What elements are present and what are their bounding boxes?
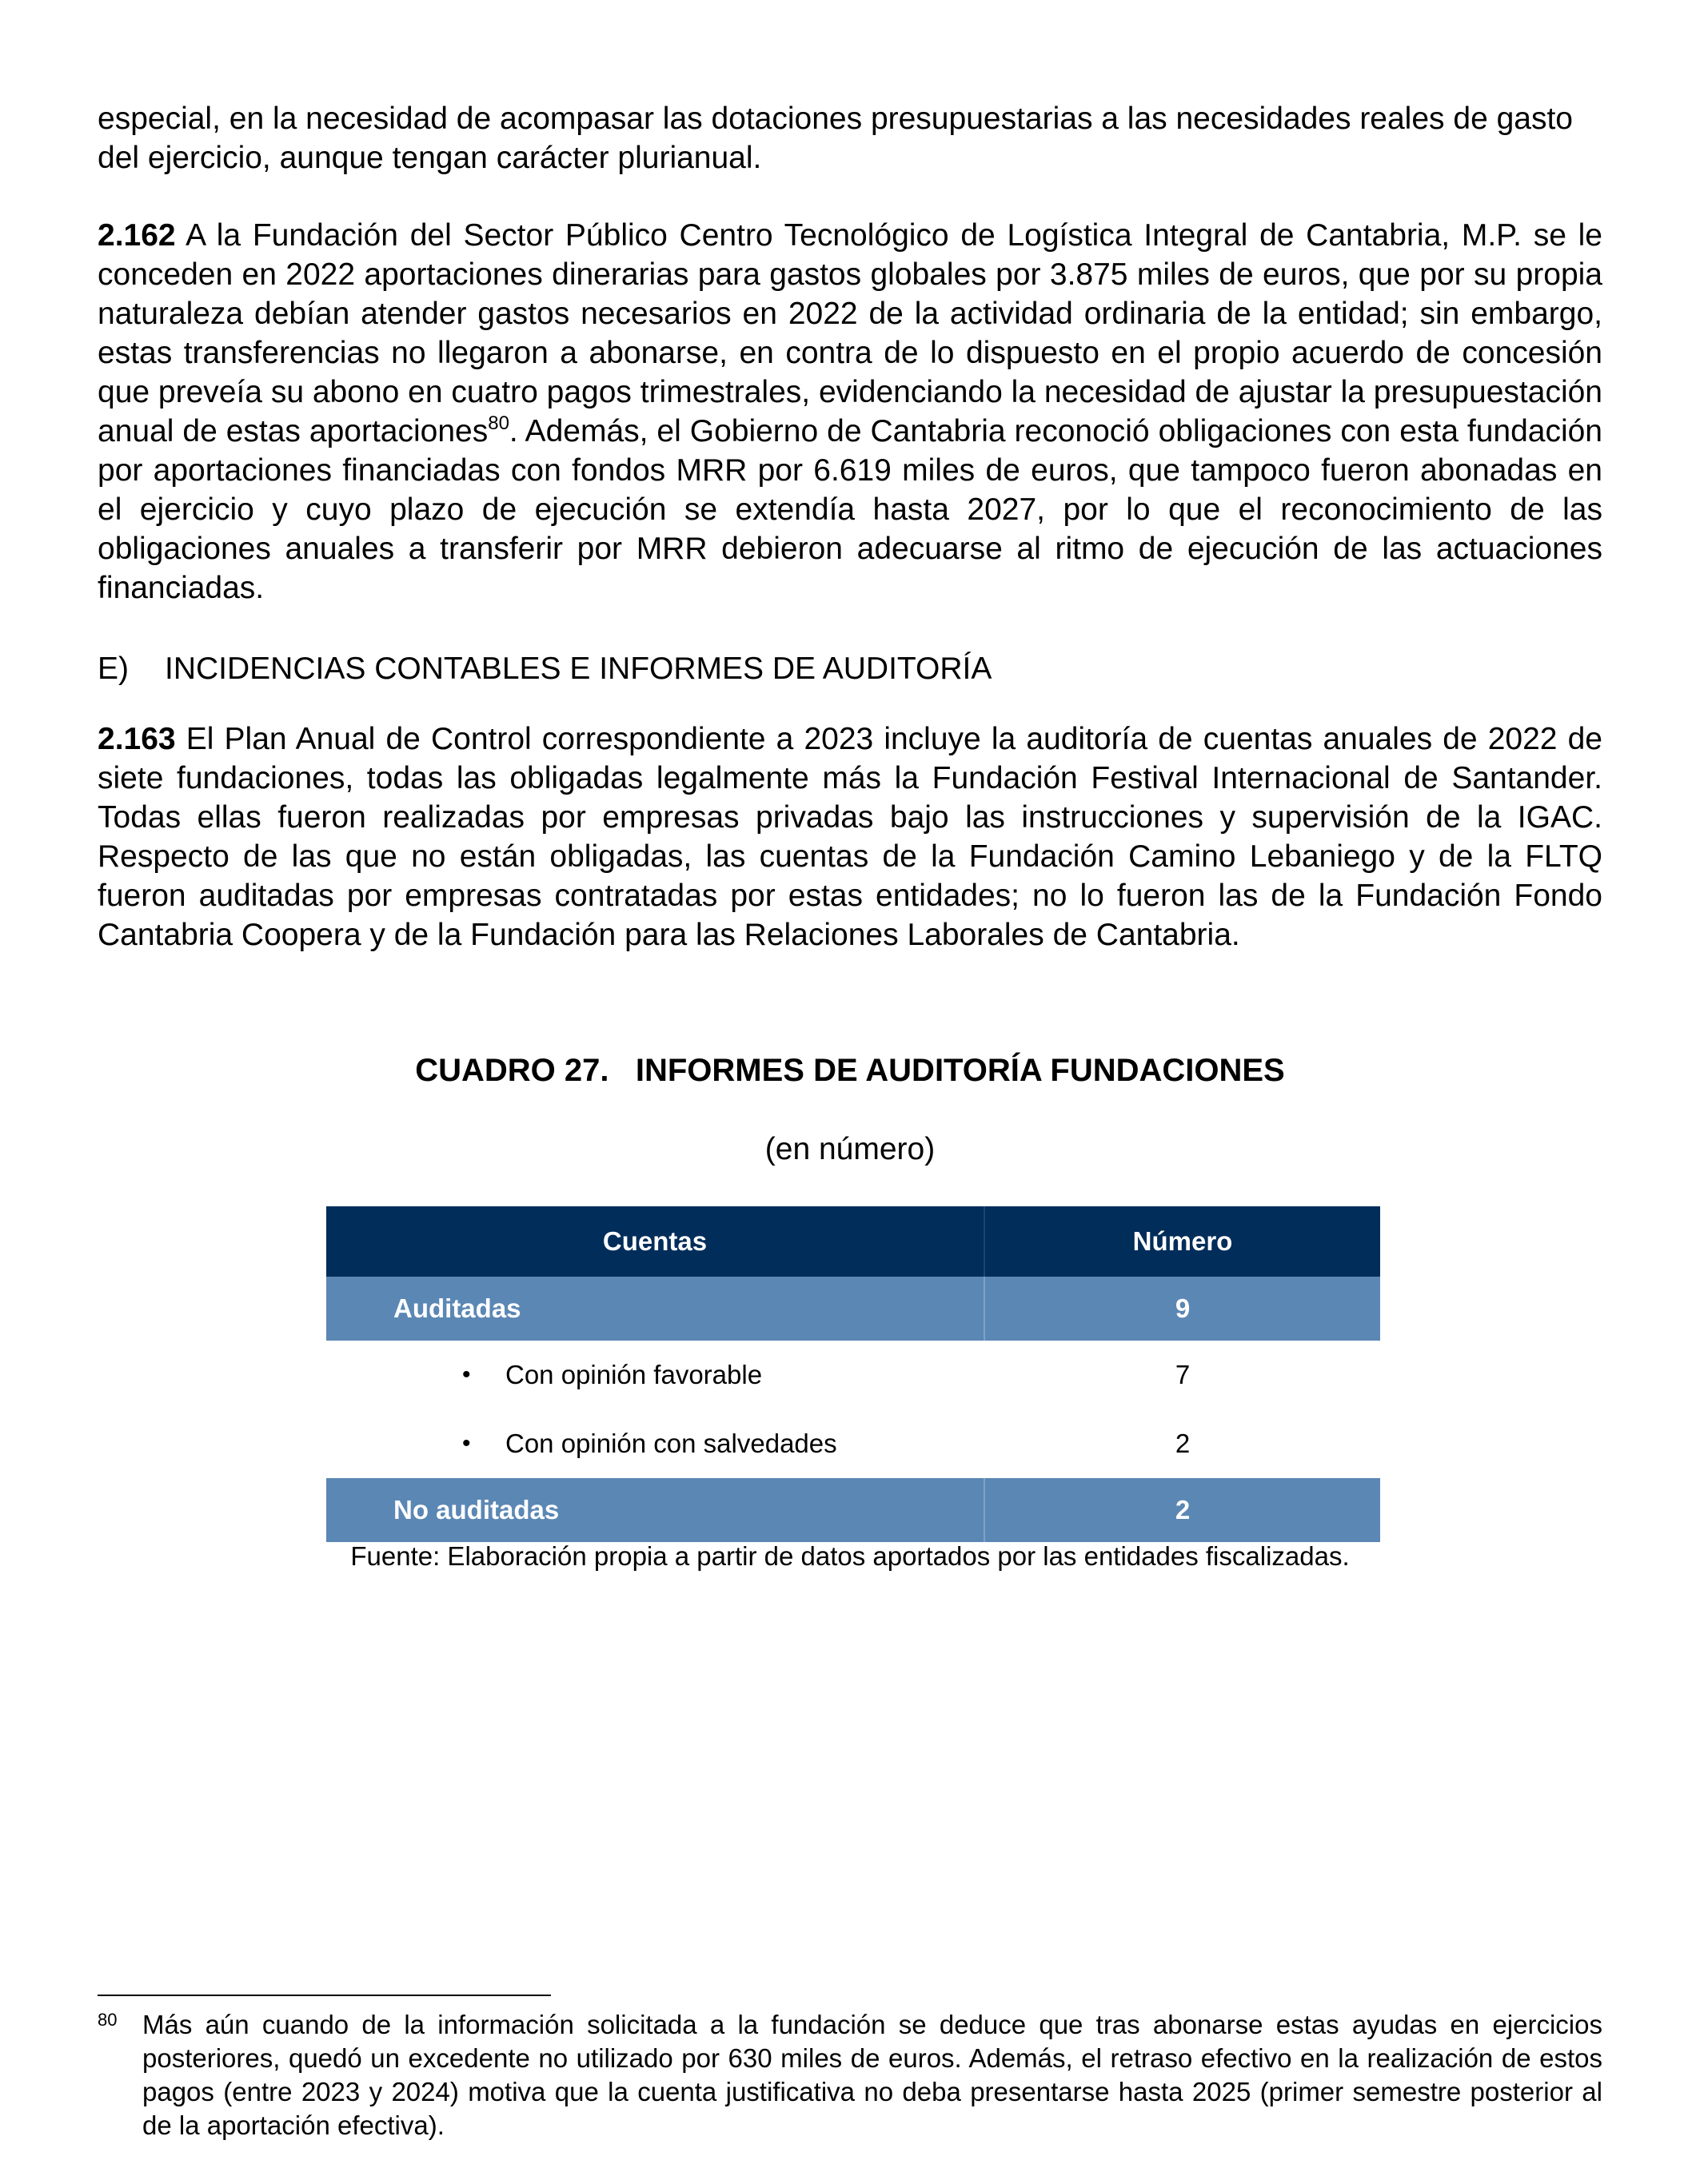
table-row-favorable [326,1341,1380,1409]
row-label: Con opinión con salvedades [505,1429,837,1458]
table-header-row [326,1206,1380,1277]
row-label: No auditadas [393,1495,560,1524]
paragraph-text: A la Fundación del Sector Público Centro Tecnológico de Logística Integral de Cantabria, M.P. se le conceden en 2022 aportaciones dinerarias para gastos globales por 3.875 miles de euros, que por su propia naturaleza debían atender gastos necesarios en 2022 de la actividad ordinaria de la entidad; sin embargo, estas transferencias no llegaron a abonarse, en contra de lo dispuesto en el propio acuerdo de concesión que preveía su abono en cuatro pagos trimestrales, evidenciando la necesidad de ajustar la presupuestación anual de estas aportaciones [98,218,1602,448]
section-title: INCIDENCIAS CONTABLES E INFORMES DE AUDITORÍA [165,652,992,686]
row-label: Con opinión favorable [505,1360,763,1389]
footnote-divider [98,1995,551,1996]
row-label-cell [326,1341,984,1409]
table-row-salvedades [326,1409,1380,1478]
column-header-cuentas: Cuentas [602,1226,708,1256]
column-header-numero: Número [984,1206,1380,1277]
footnote-reference[interactable]: 80 [488,412,509,434]
row-value: 7 [1175,1360,1191,1389]
paragraph-text-continued: . Además, el Gobierno de Cantabria reconoció obligaciones con esta fundación por aportaciones financiadas con fondos MRR por 6.619 miles de euros, que tampoco fueron abonadas en el ejercicio y cuyo plazo de ejecución se extendía hasta 2027, por lo que el reconocimiento de las obligaciones anuales a transferir por MRR debieron adecuarse al ritmo de ejecución de las actuaciones financiadas. [98,414,1602,605]
section-letter: E) [98,652,129,686]
paragraph-text: El Plan Anual de Control correspondiente a 2023 incluye la auditoría de cuentas anuales de 2022 de siete fundaciones, todas las obligadas legalmente más la Fundación Festival Internacional de Santander. Todas ellas fueron realizadas por empresas privadas bajo las instrucciones y supervisión de la IGAC. Respecto de las que no están obligadas, las cuentas de la Fundación Camino Lebaniego y de la FLTQ fueron auditadas por empresas contratadas por estas entidades; no lo fueron las de la Fundación Fondo Cantabria Coopera y de la Fundación para las Relaciones Laborales de Cantabria. [98,722,1602,952]
table-title: CUADRO 27. INFORMES DE AUDITORÍA FUNDACIONES [415,1053,1285,1088]
paragraph-number: 2.163 [98,722,176,756]
row-value: 2 [1175,1429,1191,1458]
table-row-no-auditadas [326,1478,1380,1542]
row-label-cell [326,1409,984,1478]
footnote-number: 80 [98,2010,118,2030]
row-label: Auditadas [393,1293,521,1323]
paragraph-continued-text: especial, en la necesidad de acompasar las dotaciones presupuestarias a las necesidades reales de gasto del ejercicio, aunque tengan carácter plurianual. [98,102,1573,175]
paragraph-2-163 [98,719,1602,955]
table-subtitle: (en número) [764,1132,936,1166]
footnote-text: Más aún cuando de la información solicitada a la fundación se deduce que tras abonarse estas ayudas en ejercicios posteriores, quedó un excedente no utilizado por 630 miles de euros. Además, el retraso efectivo en la realización de estos pagos (entre 2023 y 2024) motiva que la cuenta justificativa no deba presentarse hasta 2025 (primer semestre posterior al de la aportación efectiva). [142,2010,1602,2140]
paragraph-number: 2.162 [98,218,176,253]
table-source: Fuente: Elaboración propia a partir de datos aportados por las entidades fiscalizadas. [350,1541,1350,1571]
section-heading [98,649,992,688]
footnote [98,2008,1602,2142]
bullet-icon: • [462,1361,471,1388]
row-value: 2 [984,1478,1380,1542]
row-value: 9 [984,1277,1380,1341]
paragraph-continued [98,99,1602,177]
bullet-icon: • [462,1430,471,1457]
audit-reports-table [326,1206,1380,1542]
paragraph-2-162 [98,216,1602,608]
table-row-auditadas [326,1277,1380,1341]
